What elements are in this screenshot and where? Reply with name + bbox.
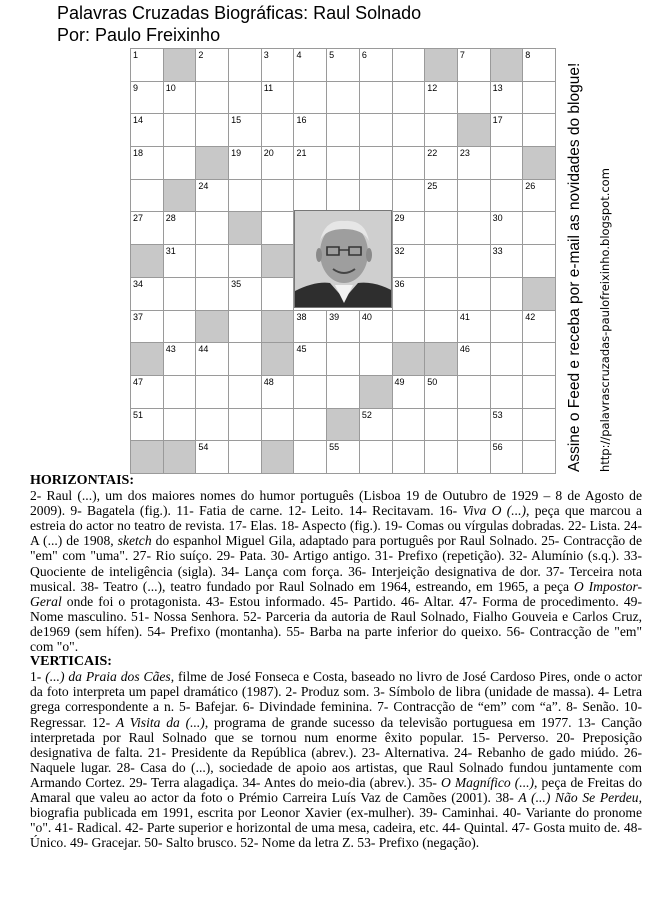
clues-section xyxy=(30,473,642,850)
grid-cell[interactable] xyxy=(326,146,360,180)
grid-cell[interactable] xyxy=(392,179,426,213)
grid-cell[interactable] xyxy=(228,277,262,311)
clue-number: 9 xyxy=(133,82,139,93)
grid-cell[interactable] xyxy=(163,113,197,147)
grid-cell[interactable] xyxy=(326,48,360,82)
clue-number: 53 xyxy=(492,409,503,420)
clue-number: 34 xyxy=(133,278,144,289)
clue-number: 27 xyxy=(133,213,144,224)
horizontal-heading: HORIZONTAIS: xyxy=(30,473,134,488)
clue-number: 16 xyxy=(296,115,307,126)
black-cell xyxy=(195,310,229,344)
grid-cell[interactable] xyxy=(424,277,458,311)
grid-cell[interactable] xyxy=(293,310,327,344)
grid-cell[interactable] xyxy=(130,81,164,115)
clue-number: 51 xyxy=(133,409,144,420)
clue-number: 11 xyxy=(263,82,274,93)
clue-number: 43 xyxy=(165,344,176,355)
clue-number: 5 xyxy=(329,50,335,60)
grid-cell[interactable] xyxy=(457,48,491,82)
grid-cell[interactable] xyxy=(522,81,556,115)
grid-cell[interactable] xyxy=(326,440,360,474)
grid-cell[interactable] xyxy=(228,48,262,82)
clue-number: 56 xyxy=(492,442,503,453)
grid-cell[interactable] xyxy=(293,440,327,474)
grid-cell[interactable] xyxy=(293,179,327,213)
grid-cell[interactable] xyxy=(130,48,164,82)
vertical-clues: 1- (...) da Praia dos Cães, filme de José Fonseca e Costa, baseado no livro de José Cardoso Pires, onde o actor da foto interpreta um papel dramático (1987). 2- Produz som. 3- Símbolo de libra (unidade de massa). 4- Letra grega correspondente a n. 5- Bafejar. 6- Divindade feminina. 7- Contracção de “em” com “a”. 8- Senão. 10- Regressar. 12- A Visita da (...), programa de grande sucesso da televisão portuguesa em 1977. 13- Canção interpretada por Raul Solnado que se tornou num enorme êxito popular. 15- Perverso. 20- Preposição designativa de falta. 21- Presidente da República (abrev.). 23- Alternativa. 24- Rebanho de gado miúdo. 26- Naquele lugar. 28- Casa do (...), sociedade de apoio aos artistas, que Raul Solnado fundou juntamente com Armando Cortez. 29- Terra alagadiça. 34- Antes do meio-dia (abrev.). 35- O Magnífico (...), peça de Freitas do Amaral que valeu ao actor da foto o Prémio Carreira Luís Vaz de Camões (2001). 38- A (...) Não Se Perdeu, biografia publicada em 1991, escrita por Leonor Xavier (ex-mulher). 39- Caminhai. 40- Variante do pronome "o". 41- Radical. 42- Parte superior e horizontal de uma mesa, cadeira, etc. 44- Quintal. 47- Gosta muito de. 48- Único. 49- Gracejar. 50- Salto brusco. 52- Nome da letra Z. 53- Prefixo (negação). xyxy=(30,669,642,851)
clue-number: 45 xyxy=(296,344,307,355)
subscribe-note: Assine o Feed e receba por e-mail as novidades do blogue! xyxy=(566,62,583,472)
grid-cell[interactable] xyxy=(359,310,393,344)
grid-cell[interactable] xyxy=(130,211,164,245)
grid-cell[interactable] xyxy=(424,146,458,180)
grid-cell[interactable] xyxy=(163,81,197,115)
grid-cell[interactable] xyxy=(163,244,197,278)
grid-cell[interactable] xyxy=(457,146,491,180)
grid-cell[interactable] xyxy=(326,179,360,213)
clue-number: 33 xyxy=(492,246,503,257)
grid-cell[interactable] xyxy=(195,342,229,376)
grid-cell[interactable] xyxy=(522,48,556,82)
black-cell xyxy=(424,342,458,376)
grid-cell[interactable] xyxy=(457,211,491,245)
grid-cell[interactable] xyxy=(424,113,458,147)
clue-number: 26 xyxy=(525,180,536,191)
black-cell xyxy=(490,48,524,82)
clue-number: 22 xyxy=(427,148,438,159)
grid-cell[interactable] xyxy=(130,146,164,180)
black-cell xyxy=(457,113,491,147)
clue-number: 36 xyxy=(394,278,405,289)
clue-number: 37 xyxy=(133,311,144,322)
grid-cell[interactable] xyxy=(522,440,556,474)
grid-cell[interactable] xyxy=(326,342,360,376)
grid-cell[interactable] xyxy=(522,342,556,376)
grid-cell[interactable] xyxy=(228,113,262,147)
clue-number: 8 xyxy=(525,50,531,60)
clue-number: 44 xyxy=(198,344,209,355)
black-cell xyxy=(130,342,164,376)
black-cell xyxy=(392,342,426,376)
grid-cell[interactable] xyxy=(457,310,491,344)
grid-cell[interactable] xyxy=(522,211,556,245)
grid-cell[interactable] xyxy=(392,375,426,409)
grid-cell[interactable] xyxy=(522,375,556,409)
portrait-image xyxy=(295,211,392,308)
black-cell xyxy=(163,440,197,474)
grid-cell[interactable] xyxy=(228,179,262,213)
clue-number: 30 xyxy=(492,213,503,224)
grid-cell[interactable] xyxy=(522,244,556,278)
grid-cell[interactable] xyxy=(392,408,426,442)
black-cell xyxy=(163,48,197,82)
clue-number: 47 xyxy=(133,376,144,387)
grid-cell[interactable] xyxy=(490,179,524,213)
author-line: Por: Paulo Freixinho xyxy=(57,25,221,45)
black-cell xyxy=(522,277,556,311)
grid-cell[interactable] xyxy=(457,342,491,376)
grid-cell[interactable] xyxy=(195,277,229,311)
clue-number: 48 xyxy=(263,376,274,387)
grid-cell[interactable] xyxy=(424,408,458,442)
black-cell xyxy=(163,179,197,213)
clue-number: 18 xyxy=(133,148,144,159)
grid-cell[interactable] xyxy=(228,310,262,344)
grid-cell[interactable] xyxy=(195,211,229,245)
grid-cell[interactable] xyxy=(490,440,524,474)
clue-number: 35 xyxy=(231,278,242,289)
blog-url[interactable]: http://palavrascruzadas-paulofreixinho.blogspot.com xyxy=(598,168,612,472)
grid-cell[interactable] xyxy=(130,408,164,442)
clue-number: 49 xyxy=(394,376,405,387)
grid-cell[interactable] xyxy=(163,146,197,180)
grid-cell[interactable] xyxy=(195,375,229,409)
grid-cell[interactable] xyxy=(163,277,197,311)
grid-cell[interactable] xyxy=(522,179,556,213)
clue-number: 3 xyxy=(263,50,269,60)
grid-cell[interactable] xyxy=(359,146,393,180)
grid-cell[interactable] xyxy=(228,342,262,376)
grid-cell[interactable] xyxy=(228,408,262,442)
black-cell xyxy=(424,48,458,82)
grid-cell[interactable] xyxy=(424,81,458,115)
grid-cell[interactable] xyxy=(293,81,327,115)
grid-cell[interactable] xyxy=(424,211,458,245)
black-cell xyxy=(130,440,164,474)
page-title: Palavras Cruzadas Biográficas: Raul Solnado xyxy=(57,3,422,23)
grid-cell[interactable] xyxy=(490,375,524,409)
grid-cell[interactable] xyxy=(522,408,556,442)
black-cell xyxy=(261,440,295,474)
grid-cell[interactable] xyxy=(163,375,197,409)
grid-cell[interactable] xyxy=(424,179,458,213)
clue-number: 17 xyxy=(492,115,503,126)
grid-cell[interactable] xyxy=(130,277,164,311)
clue-number: 55 xyxy=(329,442,340,453)
grid-cell[interactable] xyxy=(261,211,295,245)
grid-cell[interactable] xyxy=(392,244,426,278)
grid-cell[interactable] xyxy=(261,408,295,442)
clue-number: 46 xyxy=(459,344,470,355)
black-cell xyxy=(228,211,262,245)
grid-cell[interactable] xyxy=(163,408,197,442)
grid-cell[interactable] xyxy=(326,113,360,147)
clue-number: 41 xyxy=(459,311,470,322)
grid-cell[interactable] xyxy=(359,81,393,115)
clue-number: 7 xyxy=(459,50,465,60)
grid-cell[interactable] xyxy=(195,179,229,213)
grid-cell[interactable] xyxy=(457,244,491,278)
grid-cell[interactable] xyxy=(490,81,524,115)
grid-cell[interactable] xyxy=(326,375,360,409)
black-cell xyxy=(261,310,295,344)
grid-cell[interactable] xyxy=(195,440,229,474)
grid-cell[interactable] xyxy=(130,375,164,409)
grid-cell[interactable] xyxy=(457,408,491,442)
clue-number: 24 xyxy=(198,180,209,191)
grid-cell[interactable] xyxy=(490,211,524,245)
clue-number: 40 xyxy=(361,311,372,322)
grid-cell[interactable] xyxy=(359,113,393,147)
grid-cell[interactable] xyxy=(130,113,164,147)
black-cell xyxy=(359,375,393,409)
grid-cell[interactable] xyxy=(163,310,197,344)
clue-number: 2 xyxy=(198,50,204,60)
clue-number: 42 xyxy=(525,311,536,322)
horizontal-clues: 2- Raul (...), um dos maiores nomes do humor português (Lisboa 19 de Outubro de 1929 – 8 de Agosto de 2009). 9- Bagatela (fig.). 11- Fatia de carne. 12- Leito. 14- Recitavam. 16- Viva O (...), peça que marcou a estreia do actor no teatro de revista. 17- Elas. 18- Aspecto (fig.). 19- Comas ou vírgulas dobradas. 22- Lista. 24- A (...) de 1908, sketch do espanhol Miguel Gila, adaptado para português por Raul Solnado. 25- Contracção de "em" com "uma". 27- Rio suíço. 29- Pata. 30- Artigo antigo. 31- Prefixo (repetição). 32- Alumínio (s.q.). 33- Quociente de inteligência (sigla). 34- Lança com força. 36- Interjeição designativa de dor. 37- Terceira nota musical. 38- Teatro (...), teatro fundado por Raul Solnado em 1964, estreando, em 1965, a peça O Impostor-Geral onde foi o protagonista. 43- Estou informado. 45- Partido. 46- Altar. 47- Forma de procedimento. 49- Nome masculino. 51- Nossa Senhora. 52- Parceria da autoria de Raul Solnado, Fialho Gouveia e Carlos Cruz, de1969 (sem hífen). 54- Prefixo (montanha). 55- Barba na parte inferior do queixo. 56- Contracção de "em" com "o". xyxy=(30,488,643,655)
clue-number: 32 xyxy=(394,246,405,257)
grid-cell[interactable] xyxy=(359,408,393,442)
grid-cell[interactable] xyxy=(163,211,197,245)
grid-cell[interactable] xyxy=(326,81,360,115)
clue-number: 21 xyxy=(296,148,307,159)
grid-cell[interactable] xyxy=(228,440,262,474)
grid-cell[interactable] xyxy=(424,375,458,409)
grid-cell[interactable] xyxy=(359,48,393,82)
grid-cell[interactable] xyxy=(490,244,524,278)
grid-cell[interactable] xyxy=(261,48,295,82)
clue-number: 25 xyxy=(427,180,438,191)
grid-cell[interactable] xyxy=(392,113,426,147)
clue-number: 54 xyxy=(198,442,209,453)
grid-cell[interactable] xyxy=(195,244,229,278)
grid-cell[interactable] xyxy=(392,277,426,311)
grid-cell[interactable] xyxy=(392,81,426,115)
grid-cell[interactable] xyxy=(424,310,458,344)
black-cell xyxy=(195,146,229,180)
grid-cell[interactable] xyxy=(392,440,426,474)
grid-cell[interactable] xyxy=(359,342,393,376)
grid-cell[interactable] xyxy=(392,48,426,82)
clue-number: 13 xyxy=(492,82,503,93)
grid-cell[interactable] xyxy=(261,179,295,213)
grid-cell[interactable] xyxy=(457,277,491,311)
grid-cell[interactable] xyxy=(130,310,164,344)
black-cell xyxy=(261,244,295,278)
grid-cell[interactable] xyxy=(130,179,164,213)
clue-number: 28 xyxy=(165,213,176,224)
grid-cell[interactable] xyxy=(163,342,197,376)
clue-number: 1 xyxy=(133,50,139,60)
grid-cell[interactable] xyxy=(261,277,295,311)
grid-cell[interactable] xyxy=(490,277,524,311)
clue-number: 20 xyxy=(263,148,274,159)
grid-cell[interactable] xyxy=(490,113,524,147)
grid-cell[interactable] xyxy=(457,81,491,115)
grid-cell[interactable] xyxy=(359,179,393,213)
grid-cell[interactable] xyxy=(228,146,262,180)
grid-cell[interactable] xyxy=(261,146,295,180)
grid-cell[interactable] xyxy=(359,440,393,474)
clue-number: 14 xyxy=(133,115,144,126)
grid-cell[interactable] xyxy=(293,113,327,147)
grid-cell[interactable] xyxy=(261,113,295,147)
grid-cell[interactable] xyxy=(490,310,524,344)
grid-cell[interactable] xyxy=(392,211,426,245)
grid-cell[interactable] xyxy=(522,113,556,147)
grid-cell[interactable] xyxy=(424,244,458,278)
clue-number: 29 xyxy=(394,213,405,224)
grid-cell[interactable] xyxy=(228,375,262,409)
black-cell xyxy=(130,244,164,278)
grid-cell[interactable] xyxy=(261,81,295,115)
portrait-photo xyxy=(294,210,392,308)
clue-number: 19 xyxy=(231,148,242,159)
grid-cell[interactable] xyxy=(195,113,229,147)
grid-cell[interactable] xyxy=(326,310,360,344)
grid-cell[interactable] xyxy=(490,408,524,442)
clue-number: 12 xyxy=(427,82,438,93)
grid-cell[interactable] xyxy=(195,408,229,442)
grid-cell[interactable] xyxy=(392,310,426,344)
grid-cell[interactable] xyxy=(228,244,262,278)
grid-cell[interactable] xyxy=(293,342,327,376)
clue-number: 50 xyxy=(427,376,438,387)
grid-cell[interactable] xyxy=(522,310,556,344)
grid-cell[interactable] xyxy=(490,342,524,376)
clue-number: 4 xyxy=(296,50,302,60)
grid-cell[interactable] xyxy=(293,146,327,180)
grid-cell[interactable] xyxy=(457,440,491,474)
clue-number: 6 xyxy=(361,50,367,60)
grid-cell[interactable] xyxy=(195,48,229,82)
grid-cell[interactable] xyxy=(490,146,524,180)
clue-number: 15 xyxy=(231,115,242,126)
clue-number: 39 xyxy=(329,311,340,322)
grid-cell[interactable] xyxy=(261,375,295,409)
clue-number: 52 xyxy=(361,409,372,420)
clue-number: 38 xyxy=(296,311,307,322)
grid-cell[interactable] xyxy=(424,440,458,474)
grid-cell[interactable] xyxy=(457,375,491,409)
grid-cell[interactable] xyxy=(293,375,327,409)
grid-cell[interactable] xyxy=(228,81,262,115)
grid-cell[interactable] xyxy=(293,408,327,442)
grid-cell[interactable] xyxy=(293,48,327,82)
black-cell xyxy=(326,408,360,442)
clue-number: 31 xyxy=(165,246,176,257)
clue-number: 10 xyxy=(165,82,176,93)
black-cell xyxy=(522,146,556,180)
clue-number: 23 xyxy=(459,148,470,159)
grid-cell[interactable] xyxy=(195,81,229,115)
grid-cell[interactable] xyxy=(457,179,491,213)
vertical-heading: VERTICAIS: xyxy=(30,654,112,670)
black-cell xyxy=(261,342,295,376)
grid-cell[interactable] xyxy=(392,146,426,180)
